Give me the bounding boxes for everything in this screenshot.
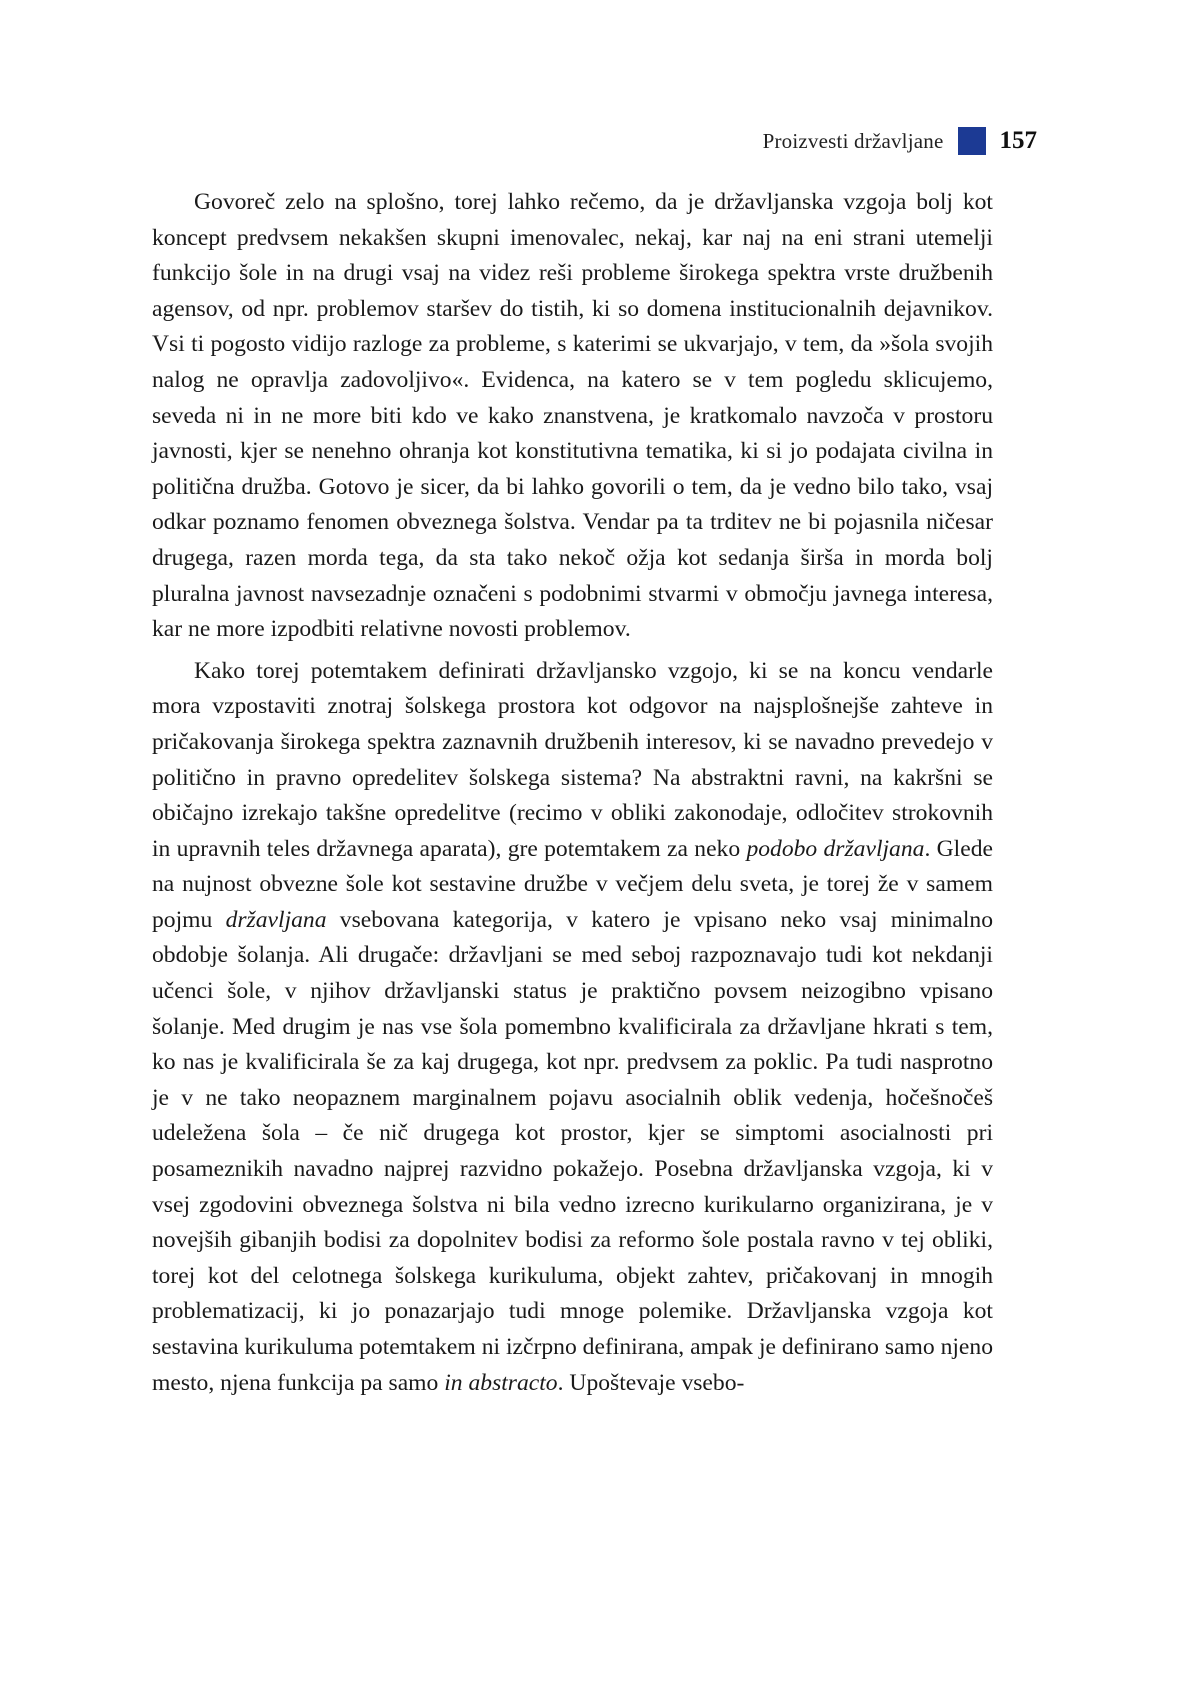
paragraph-text: Govoreč zelo na splošno, torej lahko rečemo, da je državljanska vzgoja bolj kot koncept predvsem nekakšen skupni imenovalec, nekaj, kar naj na eni strani utemelji funkcijo šole in na drugi vsaj na videz reši probleme širokega spektra vrste družbenih agensov, od npr. problemov staršev do tistih, ki so domena institucionalnih dejavnikov. Vsi ti pogosto vidijo razloge za probleme, s katerimi se ukvarjajo, v tem, da »šola svojih nalog ne opravlja zadovoljivo«. Evidenca, na katero se v tem pogledu sklicujemo, seveda ni in ne more biti kdo ve kako znanstvena, je kratkomalo navzoča v prostoru javnosti, kjer se nenehno ohranja kot konstitutivna tematika, ki si jo podajata civilna in politična družba. Gotovo je sicer, da bi lahko govorili o tem, da je vedno bilo tako, vsaj odkar poznamo fenomen obveznega šolstva. Vendar pa ta trditev ne bi pojasnila ničesar drugega, razen morda tega, da sta tako nekoč ožja kot sedanja širša in morda bolj pluralna javnost navsezadnje označeni s podobnimi stvarmi v območju javnega interesa, kar ne more izpodbiti relativne novosti problemov. <box>152 189 993 643</box>
paragraph <box>152 185 993 648</box>
italic-term: podobo državljana <box>746 835 925 862</box>
paragraph-text: vsebovana kategorija, v katero je vpisano neko vsaj minimalno obdobje šolanja. Ali drugače: državljani se med seboj razpoznavajo tudi kot nekdanji učenci šole, v njihov državljanski status je praktično povsem neizogibno vpisano šolanje. Med drugim je nas vse šola pomembno kvalificirala za državljane hkrati s tem, ko nas je kvalificirala še za kaj drugega, kot npr. predvsem za poklic. Pa tudi nasprotno je v ne tako neopaznem marginalnem pojavu asocialnih oblik vedenja, hočešnočeš udeležena šola – če nič drugega kot prostor, kjer se simptomi asocialnosti pri posameznikih navadno najprej razvidno pokažejo. Posebna državljanska vzgoja, ki v vsej zgodovini obveznega šolstva ni bila vedno izrecno kurikularno organizirana, je v novejših gibanjih bodisi za dopolnitev bodisi za reformo šole postala ravno v tej obliki, torej kot del celotnega šolskega kurikuluma, objekt zahtev, pričakovanj in mnogih problematizacij, ki jo ponazarjajo tudi mnoge polemike. Državljanska vzgoja kot sestavina kurikuluma potemtakem ni izčrpno definirana, ampak je definirano samo njeno mesto, njena funkcija pa samo <box>152 906 994 1396</box>
page-number: 157 <box>999 127 1037 154</box>
paragraph-text: . Upoštevaje vsebo- <box>557 1369 745 1396</box>
paragraph-text: . Glede na nujnost obvezne šole kot sestavine družbe v večjem delu sveta, je torej že v samem pojmu <box>152 835 993 933</box>
body-text <box>152 185 993 1407</box>
running-title: Proizvesti državljane <box>762 128 944 153</box>
italic-term: državljana <box>225 906 327 933</box>
running-head <box>763 124 1037 158</box>
header-accent-square <box>958 127 986 155</box>
paragraph <box>152 654 993 1401</box>
italic-term: in abstracto <box>444 1369 558 1396</box>
paragraph-text: Kako torej potemtakem definirati državljansko vzgojo, ki se na koncu vendarle mora vzpostaviti znotraj šolskega prostora kot odgovor na najsplošnejše zahteve in pričakovanja širokega spektra zaznavnih družbenih interesov, ki se navadno prevedejo v politično in pravno opredelitev šolskega sistema? Na abstraktni ravni, na kakršni se običajno izrekajo takšne opredelitve (recimo v obliki zakonodaje, odločitev strokovnih in upravnih teles državnega aparata), gre potemtakem za neko <box>152 657 993 862</box>
